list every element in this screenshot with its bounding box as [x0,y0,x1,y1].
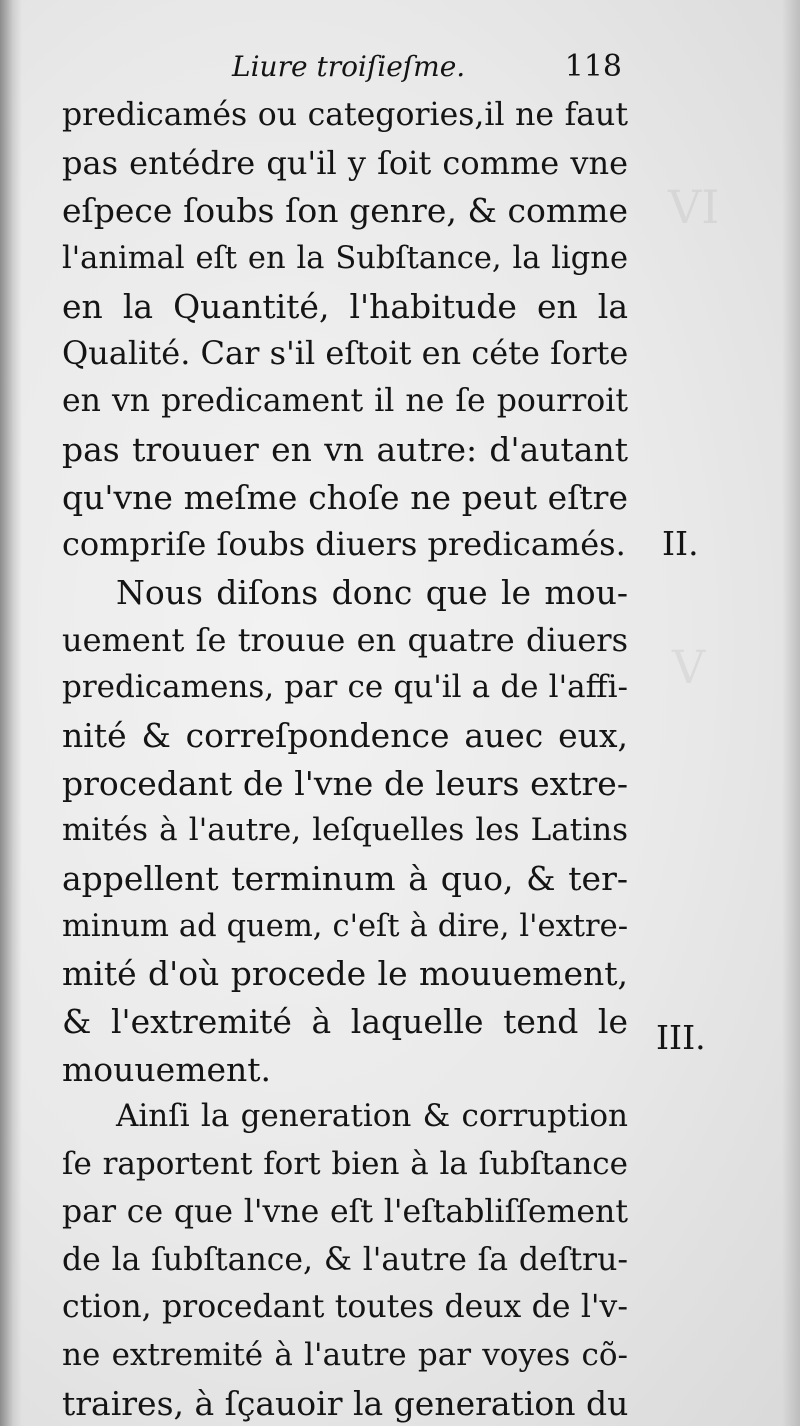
text-line: par ce que l'vne eſt l'eſtabliſſement [62,1193,628,1230]
marginal-section-number: II. [662,524,699,563]
marginal-section-number: III. [656,1018,706,1057]
paragraph-start-line: Ainſi la generation & corruption [116,1098,628,1135]
text-line: & l'extremité à laquelle tend le [62,1002,628,1042]
text-line: qu'vne meſme choſe ne peut eſtre [62,477,628,517]
text-line: ſe raportent fort bien à la ſubſtance [62,1146,628,1183]
text-line: eſpece ſoubs ſon genre, & comme [62,191,628,231]
show-through-mark: VI [668,180,720,234]
text-line: procedant de l'vne de leurs extre- [62,763,628,803]
text-line: compriſe ſoubs diuers predicamés. [62,525,626,564]
paragraph-start-line: Nous diſons donc que le mou- [116,572,628,612]
text-line: nité & correſpondence auec eux, [62,715,628,755]
running-head-title: Liure troiſieſme. [232,50,466,83]
page-number: 118 [564,49,622,84]
text-line: uement ſe trouue en quatre diuers [62,620,628,659]
text-line: en la Quantité, l'habitude en la [62,286,628,326]
show-through-mark: V [672,640,706,694]
text-line: mouuement. [62,1049,272,1089]
text-line: pas trouuer en vn autre: d'autant [62,429,628,469]
text-line: appellent terminum à quo, & ter- [62,859,628,898]
body-text [62,92,628,1426]
text-line: mité d'où procede le mouuement, [62,954,628,994]
text-line: ction, procedant toutes deux de l'v- [62,1289,628,1326]
running-head [62,44,622,90]
text-line: predicamés ou categories,il ne faut [62,97,628,133]
text-line: Qualité. Car s'il eſtoit en céte ſorte [62,334,629,373]
text-line: minum ad quem, c'eſt à dire, l'extre- [62,908,628,944]
text-line: de la ſubſtance, & l'autre ſa deſtru- [62,1241,628,1278]
text-line: l'animal eſt en la Subſtance, la ligne [62,241,628,277]
text-line: mités à l'autre, leſquelles les Latins [62,812,628,849]
page-gutter-shadow [0,0,22,1426]
text-line: en vn predicament il ne ſe pourroit [62,383,628,420]
text-line: pas entédre qu'il y ſoit comme vne [62,143,628,182]
text-line: ne extremité à l'autre par voyes cõ- [62,1336,628,1373]
page-edge-shadow [782,0,800,1426]
text-line: traires, à ſçauoir la generation du [62,1383,629,1423]
text-line: predicamens, par ce qu'il a de l'affi- [62,669,628,706]
